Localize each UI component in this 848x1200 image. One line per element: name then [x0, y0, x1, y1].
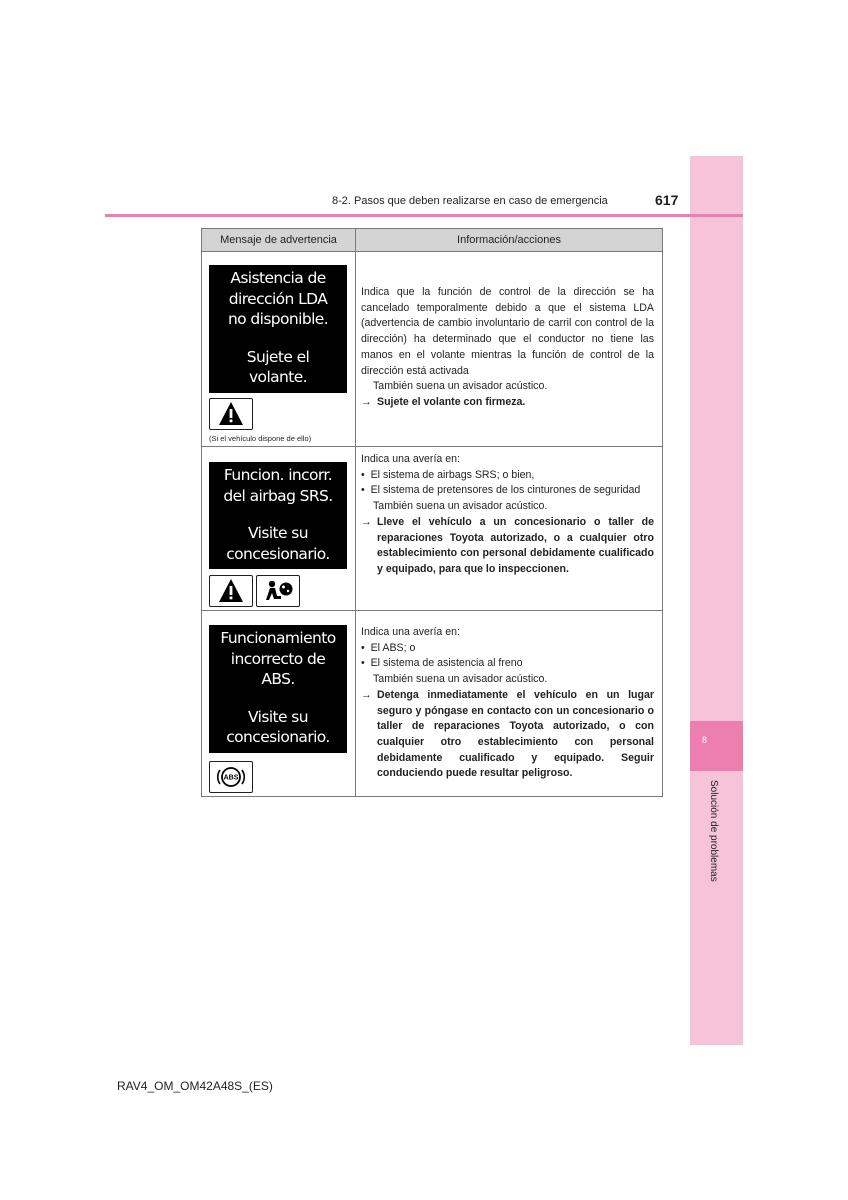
availability-note: (Si el vehículo dispone de ello): [209, 433, 312, 443]
column-header-info: Información/acciones: [356, 229, 663, 252]
info-text: Indica que la función de control de la dirección se ha cancelado temporalmente debido a que el sistema LDA (advertencia de cambio involuntario de carril con control de la dirección) ha determinado que el conductor no tiene las manos en el volante mientras la función de control de la dirección está activada: [361, 286, 654, 377]
display-line: Visite su: [248, 524, 308, 542]
message-cell: [202, 252, 356, 447]
warning-message-table: [201, 228, 663, 797]
display-line: Funcion. incorr.: [223, 466, 333, 484]
list-item: • El sistema de pretensores de los cinturones de seguridad: [361, 484, 641, 497]
message-cell: [202, 611, 356, 797]
table-row: [202, 252, 663, 447]
column-header-message: Mensaje de advertencia: [202, 229, 356, 252]
info-intro: Indica una avería en:: [361, 626, 460, 638]
list-item: • El ABS; o: [361, 641, 416, 654]
display-line: incorrecto de: [230, 649, 326, 668]
svg-text:ABS: ABS: [223, 774, 239, 781]
info-cell: [356, 611, 663, 797]
display-line: Visite su: [248, 707, 308, 726]
info-cell: [356, 252, 663, 447]
warning-triangle-icon: [209, 398, 253, 430]
display-line: Sujete el: [246, 347, 310, 366]
side-tab: [690, 156, 743, 1045]
display-line: del airbag SRS.: [223, 486, 333, 505]
display-line: concesionario.: [226, 728, 330, 746]
action-text: → Lleve el vehículo a un concesionario o taller de reparaciones Toyota autorizado, o a cualquier otro establecimiento con personal debidamente cualificado y equipado, para que lo inspeccionen.: [361, 515, 654, 575]
buzzer-text: También suena un avisador acústico.: [373, 673, 548, 686]
list-item: • El sistema de airbags SRS; o bien,: [361, 468, 535, 481]
warning-triangle-icon: [209, 575, 253, 607]
abs-icon: [209, 761, 253, 793]
display-line: Asistencia de: [230, 269, 326, 287]
page-number: 617: [655, 192, 679, 208]
arrow-icon: →: [361, 688, 372, 701]
table-row: [202, 447, 663, 611]
arrow-icon: →: [361, 395, 372, 408]
warning-display: [209, 625, 347, 753]
display-line: ABS.: [261, 670, 295, 688]
display-line: concesionario.: [226, 544, 330, 563]
action-text: → Sujete el volante con firmeza.: [361, 395, 654, 411]
warning-display: [209, 462, 347, 569]
info-intro: Indica una avería en:: [361, 453, 460, 465]
message-cell: [202, 447, 356, 611]
display-line: Funcionamiento: [220, 629, 336, 647]
display-line: no disponible.: [227, 310, 329, 328]
side-tab-active-chapter: [690, 721, 743, 771]
buzzer-text: También suena un avisador acústico.: [373, 380, 548, 393]
chapter-title: Solución de problemas: [708, 780, 719, 882]
section-title: 8-2. Pasos que deben realizarse en caso de emergencia: [332, 195, 608, 207]
srs-airbag-icon: [256, 575, 300, 607]
display-line: volante.: [248, 368, 308, 386]
action-text: → Detenga inmediatamente el vehículo en un lugar seguro y póngase en contacto con un concesionario o taller de reparaciones Toyota autorizado, o con cualquier otro establecimiento con personal debidamente cualificado y equipado. Seguir conduciendo puede resultar peligroso.: [361, 688, 654, 780]
arrow-icon: →: [361, 515, 372, 528]
warning-display: [209, 265, 347, 393]
header-rule: [105, 214, 743, 217]
info-cell: [356, 447, 663, 611]
display-line: dirección LDA: [228, 289, 328, 308]
table-header-row: [202, 229, 663, 252]
buzzer-text: También suena un avisador acústico.: [373, 500, 548, 513]
list-item: • El sistema de asistencia al freno: [361, 657, 523, 670]
table-row: [202, 611, 663, 797]
chapter-number: 8: [702, 735, 708, 745]
document-code: RAV4_OM_OM42A48S_(ES): [117, 1079, 273, 1093]
